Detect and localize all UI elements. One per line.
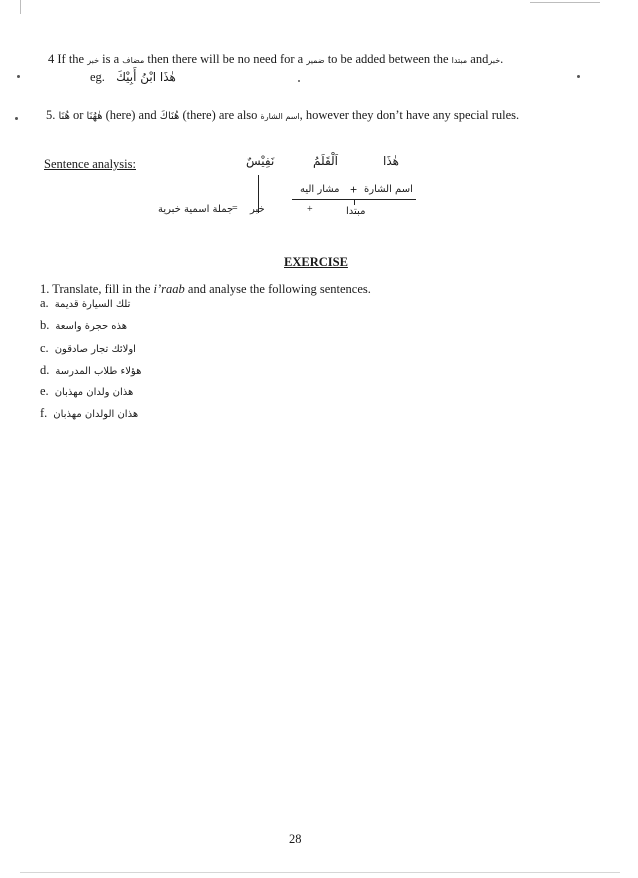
arabic-term: مبتدا xyxy=(451,56,468,65)
label-khabar: خبر xyxy=(250,204,265,215)
exercise-sentence: هؤلاء طلاب المدرسة xyxy=(55,366,142,377)
arabic-term: ضمير xyxy=(306,56,325,65)
arabic-term: هٰهُنَا xyxy=(86,111,103,122)
label-mushar-ilayh: مشار اليه xyxy=(300,184,340,195)
plus-sign: + xyxy=(350,183,358,197)
arabic-term: هُنَاكَ xyxy=(159,111,180,122)
arabic-term: خبر xyxy=(488,56,501,65)
exercise-heading: EXERCISE xyxy=(284,255,348,269)
scan-edge-mark-left xyxy=(20,0,21,14)
sentence-analysis-label: Sentence analysis: xyxy=(44,157,136,171)
label-mubtada: مبتدا xyxy=(346,206,366,217)
label-ism-al-ishara: اسم الشارة xyxy=(364,184,413,195)
scan-edge-mark-bottom xyxy=(20,872,620,873)
scan-dot xyxy=(577,75,580,78)
analysis-bracket-tick xyxy=(354,199,355,205)
exercise-sentence: هذان الولدان مهذبان xyxy=(53,409,139,420)
plus-sign: + xyxy=(307,204,313,215)
item-4-example: eg. هٰذَا ابْنُ أَبِيْكَ xyxy=(90,70,176,84)
scan-dot xyxy=(298,80,300,82)
label-jumla-ismiyya: جملة اسمية خبرية xyxy=(158,204,234,215)
word-nafis: نَفِيْسٌ xyxy=(246,154,275,168)
page-number: 28 xyxy=(289,832,302,846)
exercise-sentence: تلك السيارة قديمة xyxy=(54,299,131,310)
arabic-example: هٰذَا ابْنُ أَبِيْكَ xyxy=(116,70,176,84)
exercise-item-d: d. هؤلاء طلاب المدرسة xyxy=(40,363,142,377)
equals-sign: = xyxy=(232,203,238,214)
item-number: 5. xyxy=(46,108,56,122)
scan-dot xyxy=(15,117,18,120)
scan-dot xyxy=(17,75,20,78)
exercise-item-e: e. هذان ولدان مهذبان xyxy=(40,384,134,398)
exercise-item-b: b. هذه حجرة واسعة xyxy=(40,318,128,332)
exercise-sentence: هذه حجرة واسعة xyxy=(55,321,128,332)
item-number: 4 xyxy=(48,52,55,66)
exercise-item-c: c. اولائك تجار صادقون xyxy=(40,341,136,355)
arabic-term: هُنَا xyxy=(58,111,70,122)
exercise-instruction: 1. Translate, fill in the i’raab and analyse the following sentences. xyxy=(40,282,371,296)
word-al-qalam: اَلْقَلَمُ xyxy=(313,154,339,168)
scan-edge-mark-top-right xyxy=(530,2,600,3)
item-4-line: 4 If the خبر is a مضاف then there will be no need for a ضمير to be added between the مبتدا andخبر. xyxy=(48,52,504,66)
exercise-item-a: a. تلك السيارة قديمة xyxy=(40,296,131,310)
word-hadha: هٰذَا xyxy=(383,154,399,168)
arabic-term: اسم الشارة xyxy=(260,112,300,121)
arabic-term: خبر xyxy=(87,56,100,65)
exercise-sentence: هذان ولدان مهذبان xyxy=(54,387,134,398)
exercise-sentence: اولائك تجار صادقون xyxy=(54,344,136,355)
item-5-line: 5. هُنَا or هٰهُنَا (here) and هُنَاكَ (there) are also اسم الشارة, however they don’t have any special rules. xyxy=(46,108,520,122)
arabic-term: مضاف xyxy=(122,56,145,65)
exercise-item-f: f. هذان الولدان مهذبان xyxy=(40,406,139,420)
